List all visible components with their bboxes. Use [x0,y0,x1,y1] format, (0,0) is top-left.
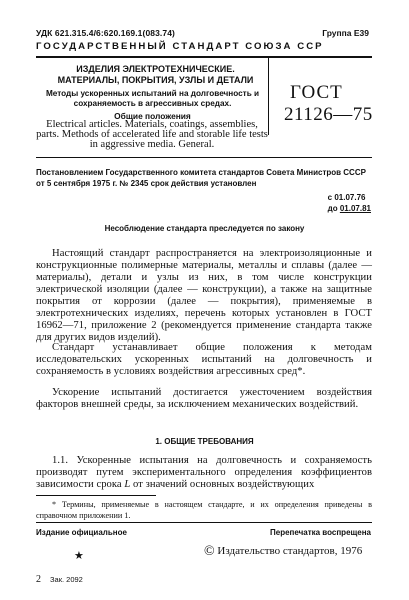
gost-label: ГОСТ [290,82,343,103]
subtitle-ru: Методы ускоренных испытаний на долговечность и сохраняемость в агрессивных средах. [45,89,260,108]
copyright [204,544,362,560]
footer-rule [36,522,372,523]
title-ru: ИЗДЕЛИЯ ЭЛЕКТРОТЕХНИЧЕСКИЕ. МАТЕРИАЛЫ, ПОКРЫТИЯ, УЗЛЫ И ДЕТАЛИ [57,64,254,85]
p4-text-b: от значений основных воздействующих [130,479,315,490]
legal-notice: Несоблюдение стандарта преследуется по закону [104,224,305,233]
paragraph-1-1 [36,455,372,491]
header-rule [36,56,372,58]
copyright-icon: © [204,544,215,559]
group-code: Группа Е39 [322,28,369,38]
standard-header: ГОСУДАРСТВЕННЫЙ СТАНДАРТ СОЮЗА ССР [36,41,324,52]
page-number: 2 [36,574,41,585]
udk-code: УДК 621.315.4/6:620.169.1(083.74) [36,28,175,38]
copyright-text: Издательство стандартов, 1976 [217,545,363,557]
to-label: до [327,204,338,213]
official-edition: Издание официальное [36,528,127,537]
footnote: * Термины, применяемые в настоящем стандарте, и их определения приведены в справочном приложении 1. [36,500,372,520]
star-icon: ★ [74,550,84,562]
from-label: с [327,193,333,202]
to-date: 01.07.81 [339,204,371,213]
gost-number: 21126—75 [284,104,373,125]
general-ru: Общие положения [114,111,191,121]
title-en: Electrical articles. Materials, coatings, assemblies, parts. Methods of accelerated life and storable life tests in aggressive media. General. [36,119,268,150]
order-number: Зак. 2092 [50,575,83,584]
p4-text-a: 1.1. Ускоренные испытания на долговечность и сохраняемость производят путем экспериментального определения коэффициентов зависимости срока [36,455,372,490]
title-divider [268,58,269,135]
approval-text: Постановлением Государственного комитета стандартов Совета Министров СССР от 5 сентября 1975 г. № 2345 срок действия установлен [36,168,366,188]
paragraph-establishes: Стандарт устанавливает общие положения к методам исследовательских ускоренных испытаний на долговечность и сохраняемость в условиях воздействия агрессивных сред*. [36,342,372,377]
paragraph-scope: Настоящий стандарт распространяется на электроизоляционные и конструкционные полимерные материалы, металлы и сплавы (далее — материалы), детали и узлы из них, в том числе конструкции электрической изоляции (далее — конструкции), а также на защитные покрытия от коррозии (далее — покрытия), применяемые в электротехнических изделиях, перечень которых установлен в ГОСТ 16962—71, приложение 2 (рекомендуется применение стандарта также для других видов изделий). [36,248,372,343]
section-title: 1. ОБЩИЕ ТРЕБОВАНИЯ [155,437,254,446]
validity-dates [328,192,371,214]
reprint-notice: Перепечатка воспрещена [270,528,371,537]
footnote-rule [36,495,156,496]
title-rule [36,157,372,158]
p4-variable: L [124,479,131,490]
paragraph-acceleration: Ускорение испытаний достигается ужесточением воздействия факторов внешней среды, за исключением механических воздействий. [36,387,372,410]
from-date: 01.07.76 [334,193,366,202]
